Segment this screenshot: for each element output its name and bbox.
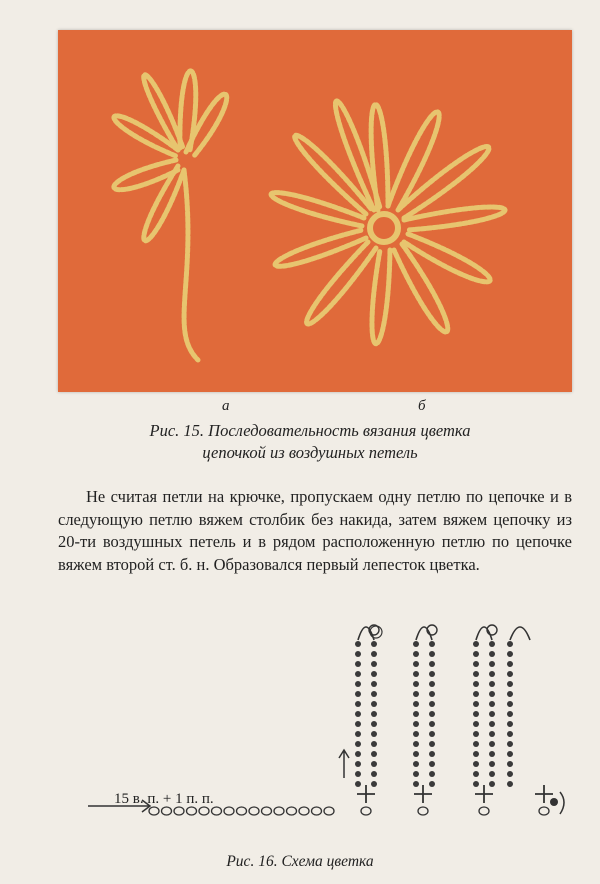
base-chain-stitch: [539, 807, 549, 815]
chain-stitch: [489, 691, 495, 697]
chain-stitch: [355, 641, 361, 647]
photo-figure-15: [58, 30, 572, 392]
chain-stitch: [473, 771, 479, 777]
chain-stitch: [355, 721, 361, 727]
chain-stitch: [355, 661, 361, 667]
base-chain-stitch: [187, 807, 197, 815]
caption-line-2: цепочкой из воздушных петель: [202, 443, 418, 462]
chain-stitch: [429, 641, 435, 647]
chain-stitch: [473, 741, 479, 747]
base-chain-stitch: [174, 807, 184, 815]
chain-stitch: [355, 741, 361, 747]
chain-stitch: [507, 661, 513, 667]
figure-label-a: а: [222, 398, 230, 414]
up-arrow-icon: [339, 750, 349, 778]
chain-stitch: [507, 671, 513, 677]
chain-stitch: [489, 641, 495, 647]
chain-label: 15 в. п. + 1 п. п.: [114, 791, 214, 807]
single-crochet-cross: [475, 785, 493, 803]
chain-stitch: [473, 781, 479, 787]
chain-stitch: [429, 721, 435, 727]
chain-stitch: [473, 721, 479, 727]
caption-line-1: Рис. 15. Последовательность вязания цветка: [149, 421, 471, 440]
base-chain-stitch: [149, 807, 159, 815]
chain-stitch: [371, 731, 377, 737]
petal-arc: [416, 627, 432, 640]
chain-stitch: [371, 771, 377, 777]
chain-stitch: [507, 741, 513, 747]
chain-stitch: [413, 661, 419, 667]
chain-stitch: [413, 771, 419, 777]
base-chain-stitch: [199, 807, 209, 815]
chain-stitch: [507, 641, 513, 647]
chain-stitch: [413, 701, 419, 707]
chain-stitch: [371, 741, 377, 747]
chain-stitch: [473, 691, 479, 697]
chain-stitch: [489, 681, 495, 687]
chain-stitch: [473, 751, 479, 757]
chain-stitch: [473, 761, 479, 767]
chain-stitch: [371, 661, 377, 667]
chain-stitch: [371, 651, 377, 657]
base-chain-stitch: [212, 807, 222, 815]
single-crochet-cross: [357, 785, 375, 803]
chain-stitch: [429, 751, 435, 757]
chain-stitch: [429, 681, 435, 687]
base-chain-stitch: [274, 807, 284, 815]
chain-stitch: [355, 711, 361, 717]
chain-stitch: [489, 661, 495, 667]
chain-stitch: [355, 651, 361, 657]
chain-stitch: [355, 771, 361, 777]
chain-stitch: [413, 761, 419, 767]
chain-stitch: [355, 731, 361, 737]
base-chain-stitch: [287, 807, 297, 815]
chain-stitch: [355, 691, 361, 697]
chain-stitch: [371, 641, 377, 647]
chain-stitch: [507, 701, 513, 707]
chain-stitch: [371, 691, 377, 697]
chain-stitch: [489, 651, 495, 657]
single-crochet-cross: [414, 785, 432, 803]
chain-stitch: [371, 761, 377, 767]
chain-stitch: [489, 721, 495, 727]
chain-stitch: [489, 771, 495, 777]
base-chain-stitch: [361, 807, 371, 815]
chain-stitch: [413, 671, 419, 677]
chain-stitch: [489, 731, 495, 737]
figure-15-caption: [90, 420, 530, 464]
crochet-flower-photo: [58, 30, 572, 392]
chain-stitch: [507, 651, 513, 657]
chain-stitch: [413, 751, 419, 757]
base-chain-stitch: [262, 807, 272, 815]
chain-stitch: [413, 641, 419, 647]
chain-stitch: [429, 731, 435, 737]
chain-stitch: [473, 731, 479, 737]
chain-stitch: [355, 781, 361, 787]
chain-stitch: [413, 781, 419, 787]
base-chain-stitch: [237, 807, 247, 815]
base-chain-stitch: [312, 807, 322, 815]
chain-stitch: [489, 711, 495, 717]
chain-stitch: [371, 711, 377, 717]
base-chain-stitch: [224, 807, 234, 815]
single-crochet-cross: [535, 785, 553, 803]
chain-stitch: [429, 661, 435, 667]
chain-stitch: [429, 701, 435, 707]
chain-stitch: [507, 681, 513, 687]
chain-stitch: [489, 751, 495, 757]
chain-stitch: [413, 721, 419, 727]
chain-stitch: [473, 651, 479, 657]
chain-stitch: [473, 711, 479, 717]
chain-stitch: [429, 711, 435, 717]
chain-stitch: [371, 681, 377, 687]
chain-stitch: [489, 701, 495, 707]
chain-stitch: [489, 671, 495, 677]
chain-stitch: [429, 741, 435, 747]
chain-stitch: [507, 731, 513, 737]
chain-stitch: [355, 761, 361, 767]
base-chain-stitch: [299, 807, 309, 815]
chain-stitch: [355, 681, 361, 687]
chain-stitch: [371, 781, 377, 787]
chain-stitch: [355, 671, 361, 677]
petal-arc: [476, 627, 492, 640]
chain-stitch: [507, 781, 513, 787]
base-chain-stitch: [249, 807, 259, 815]
chain-stitch: [507, 721, 513, 727]
chain-stitch: [355, 751, 361, 757]
chain-stitch: [413, 651, 419, 657]
chain-stitch: [413, 731, 419, 737]
petal-arc: [358, 627, 374, 640]
chain-stitch: [489, 761, 495, 767]
chain-stitch: [413, 711, 419, 717]
chain-stitch: [429, 671, 435, 677]
chain-stitch: [473, 661, 479, 667]
chain-stitch: [371, 671, 377, 677]
chain-stitch: [489, 741, 495, 747]
chain-stitch: [371, 701, 377, 707]
chain-stitch: [413, 681, 419, 687]
figure-label-b: б: [418, 398, 426, 414]
chain-stitch: [507, 691, 513, 697]
base-chain-stitch: [162, 807, 172, 815]
chain-stitch: [429, 761, 435, 767]
base-chain-stitch: [418, 807, 428, 815]
chain-stitch: [473, 701, 479, 707]
base-chain-stitch: [324, 807, 334, 815]
chain-stitch: [473, 671, 479, 677]
chain-stitch: [429, 691, 435, 697]
chain-stitch: [429, 771, 435, 777]
chain-stitch: [413, 741, 419, 747]
chain-stitch: [429, 651, 435, 657]
base-chain-stitch: [479, 807, 489, 815]
chain-stitch: [507, 751, 513, 757]
chain-stitch: [371, 751, 377, 757]
chain-stitch: [371, 721, 377, 727]
petal-arc: [510, 627, 530, 640]
chain-stitch: [507, 761, 513, 767]
chain-stitch: [507, 771, 513, 777]
figure-16-caption: Рис. 16. Схема цветка: [226, 853, 374, 870]
chain-stitch: [507, 711, 513, 717]
chain-stitch: [413, 691, 419, 697]
chain-stitch: [473, 641, 479, 647]
chain-stitch: [489, 781, 495, 787]
instruction-paragraph: Не считая петли на крючке, пропускаем одну петлю по цепочке и в следующую петлю вяжем столбик без накида, затем вяжем цепочку из 20-ти воздушных петель и в рядом расположенную петлю по цепочке вяжем второй ст. б. н. Образовался первый лепесток цветка.: [58, 487, 572, 574]
chain-stitch: [429, 781, 435, 787]
chain-stitch: [473, 681, 479, 687]
chain-stitch: [355, 701, 361, 707]
